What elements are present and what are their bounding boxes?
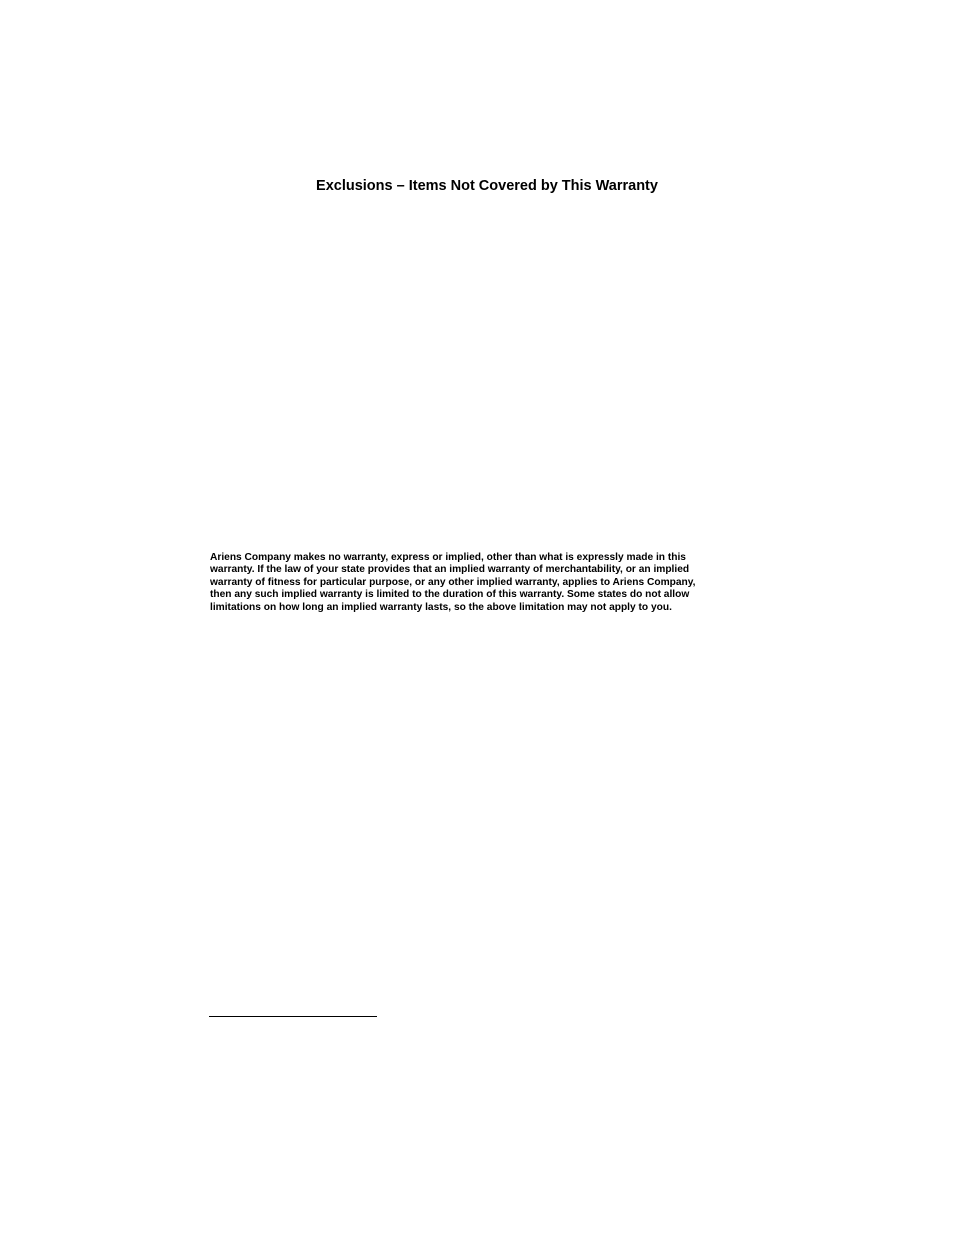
- disclaimer-line: then any such implied warranty is limited to the duration of this warranty. Some states do not allow: [210, 589, 690, 601]
- warranty-disclaimer: [210, 552, 738, 614]
- disclaimer-line: warranty. If the law of your state provides that an implied warranty of merchantability, or an implied: [210, 564, 690, 576]
- footnote-separator: [209, 1016, 377, 1017]
- disclaimer-line: Ariens Company makes no warranty, express or implied, other than what is expressly made in this: [210, 552, 686, 563]
- disclaimer-line: warranty of fitness for particular purpose, or any other implied warranty, applies to Ariens Company,: [210, 576, 696, 588]
- disclaimer-line: limitations on how long an implied warranty lasts, so the above limitation may not apply to you.: [210, 601, 672, 613]
- page-title: Exclusions – Items Not Covered by This Warranty: [316, 178, 658, 194]
